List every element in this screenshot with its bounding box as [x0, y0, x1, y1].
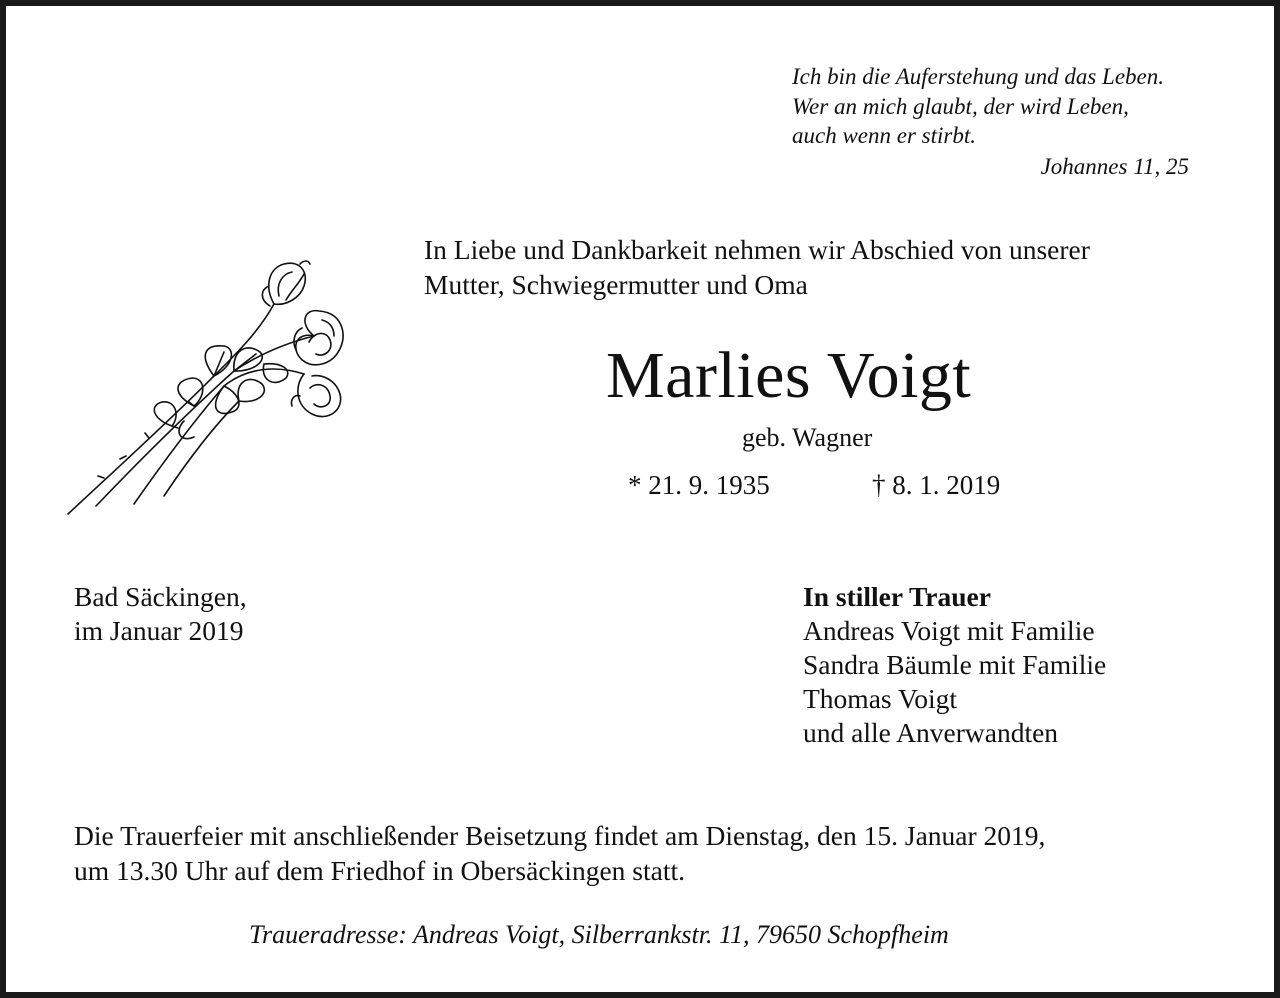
mourner-name: und alle Anverwandten: [803, 717, 1059, 748]
verse-reference: Johannes 11, 25: [1040, 154, 1189, 179]
death-date: † 8. 1. 2019: [872, 470, 1001, 500]
ceremony-line: um 13.30 Uhr auf dem Friedhof in Obersäckingen statt.: [74, 855, 685, 886]
verse-line: Ich bin die Auferstehung und das Leben.: [792, 64, 1164, 89]
mourner-name: Thomas Voigt: [803, 683, 958, 714]
place-line: Bad Säckingen,: [74, 581, 247, 612]
date-line: im Januar 2019: [74, 615, 244, 646]
ceremony-info: [74, 818, 1045, 888]
bible-verse: [792, 62, 1164, 151]
intro-line: In Liebe und Dankbarkeit nehmen wir Abschied von unserer: [424, 234, 1090, 265]
roses-icon: [64, 256, 349, 521]
mourner-name: Sandra Bäumle mit Familie: [803, 649, 1107, 680]
verse-line: Wer an mich glaubt, der wird Leben,: [792, 93, 1129, 119]
ceremony-line: Die Trauerfeier mit anschließender Beisetzung findet am Dienstag, den 15. Januar 2019,: [74, 820, 1046, 851]
maiden-name: geb. Wagner: [742, 423, 873, 452]
mourner-name: Andreas Voigt mit Familie: [803, 615, 1095, 646]
verse-line: auch wenn er stirbt.: [792, 123, 976, 148]
deceased-name: Marlies Voigt: [606, 339, 972, 412]
place-and-date: [74, 580, 247, 648]
birth-date: * 21. 9. 1935: [628, 470, 770, 500]
mourners-heading: In stiller Trauer: [803, 581, 991, 612]
mourning-address: Traueradresse: Andreas Voigt, Silberrankstr. 11, 79650 Schopfheim: [249, 920, 949, 949]
mourners-list: [803, 580, 1106, 750]
intro-line: Mutter, Schwiegermutter und Oma: [424, 269, 808, 300]
intro-text: [424, 232, 1090, 302]
